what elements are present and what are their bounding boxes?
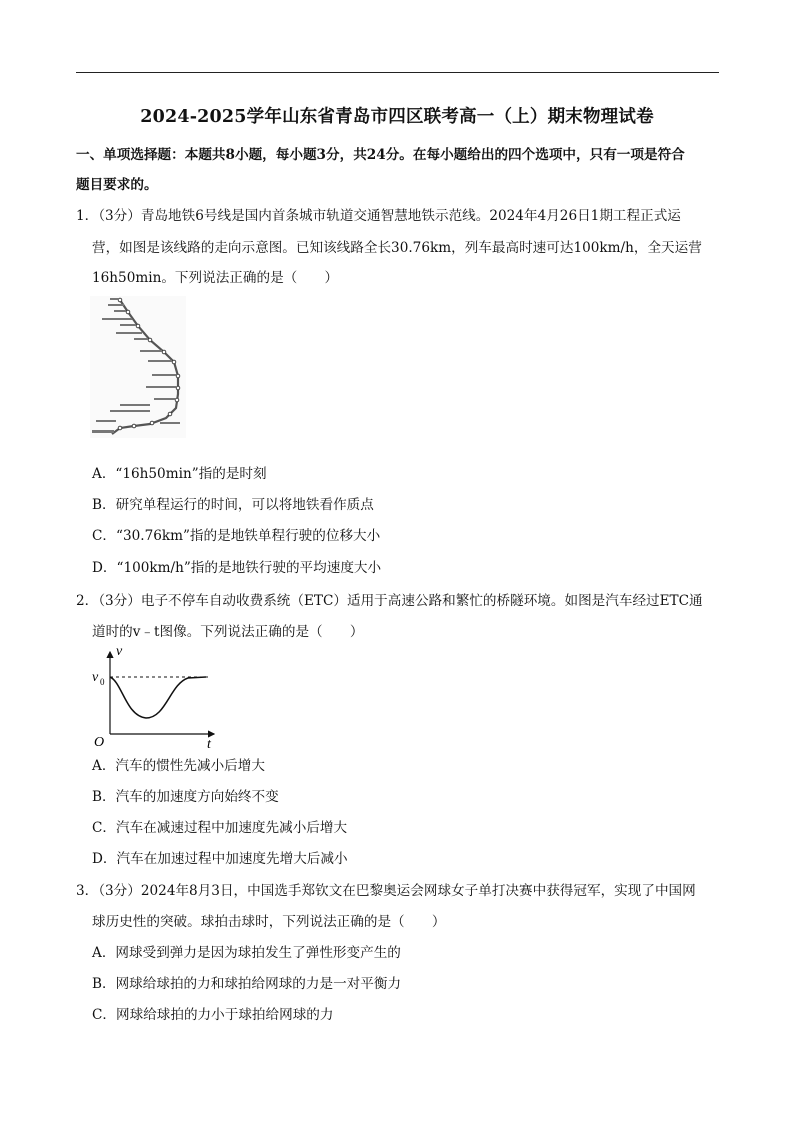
q1-stem-line3: 16h50min。下列说法正确的是（ ） [92,270,339,286]
vt-graph [88,642,220,750]
q1-option-b: B．研究单程运行的时间，可以将地铁看作质点 [92,497,374,513]
section-heading-line1: 一、单项选择题：本题共8小题，每小题3分，共24分。在每小题给出的四个选项中，只有一项是符合 [76,147,685,163]
q3-stem-line1: 3．（3分）2024年8月3日，中国选手郑钦文在巴黎奥运会网球女子单打决赛中获得冠军，实现了中国网 [76,883,696,899]
q1-option-a: A．“16h50min”指的是时刻 [92,466,267,482]
metro-line-map [90,296,186,438]
q1-stem-line2: 营，如图是该线路的走向示意图。已知该线路全长30.76km，列车最高时速可达100km/h，全天运营 [92,240,702,256]
q3-option-c: C．网球给球拍的力小于球拍给网球的力 [92,1007,334,1023]
velocity-curve [110,677,206,718]
section-heading-line2: 题目要求的。 [76,177,158,193]
v0-label: v [92,670,99,685]
q2-option-b: B．汽车的加速度方向始终不变 [92,789,279,805]
v0-subscript: 0 [100,677,105,687]
q1-stem-line1: 1．（3分）青岛地铁6号线是国内首条城市轨道交通智慧地铁示范线。2024年4月26日1期工程正式运 [76,208,681,224]
q2-option-d: D．汽车在加速过程中加速度先增大后减小 [92,851,348,867]
q2-option-c: C．汽车在减速过程中加速度先减小后增大 [92,820,348,836]
page-title: 2024-2025学年山东省青岛市四区联考高一（上）期末物理试卷 [140,107,654,127]
v-axis-label: v [116,644,123,659]
q3-stem-line2: 球历史性的突破。球拍击球时，下列说法正确的是（ ） [92,914,446,930]
q2-option-a: A．汽车的惯性先减小后增大 [92,758,265,774]
q2-stem-line1: 2．（3分）电子不停车自动收费系统（ETC）适用于高速公路和繁忙的桥隧环境。如图是汽车经过ETC通 [76,593,703,609]
q1-option-c: C．“30.76km”指的是地铁单程行驶的位移大小 [92,528,381,544]
q2-stem-line2: 道时的v﹣t图像。下列说法正确的是（ ） [92,624,364,640]
header-rule [76,72,719,73]
q3-option-b: B．网球给球拍的力和球拍给网球的力是一对平衡力 [92,976,402,992]
t-axis-label: t [207,737,211,750]
q3-option-a: A．网球受到弹力是因为球拍发生了弹性形变产生的 [92,945,401,961]
origin-label: O [94,735,105,750]
q1-option-d: D．“100km/h”指的是地铁行驶的平均速度大小 [92,560,382,576]
